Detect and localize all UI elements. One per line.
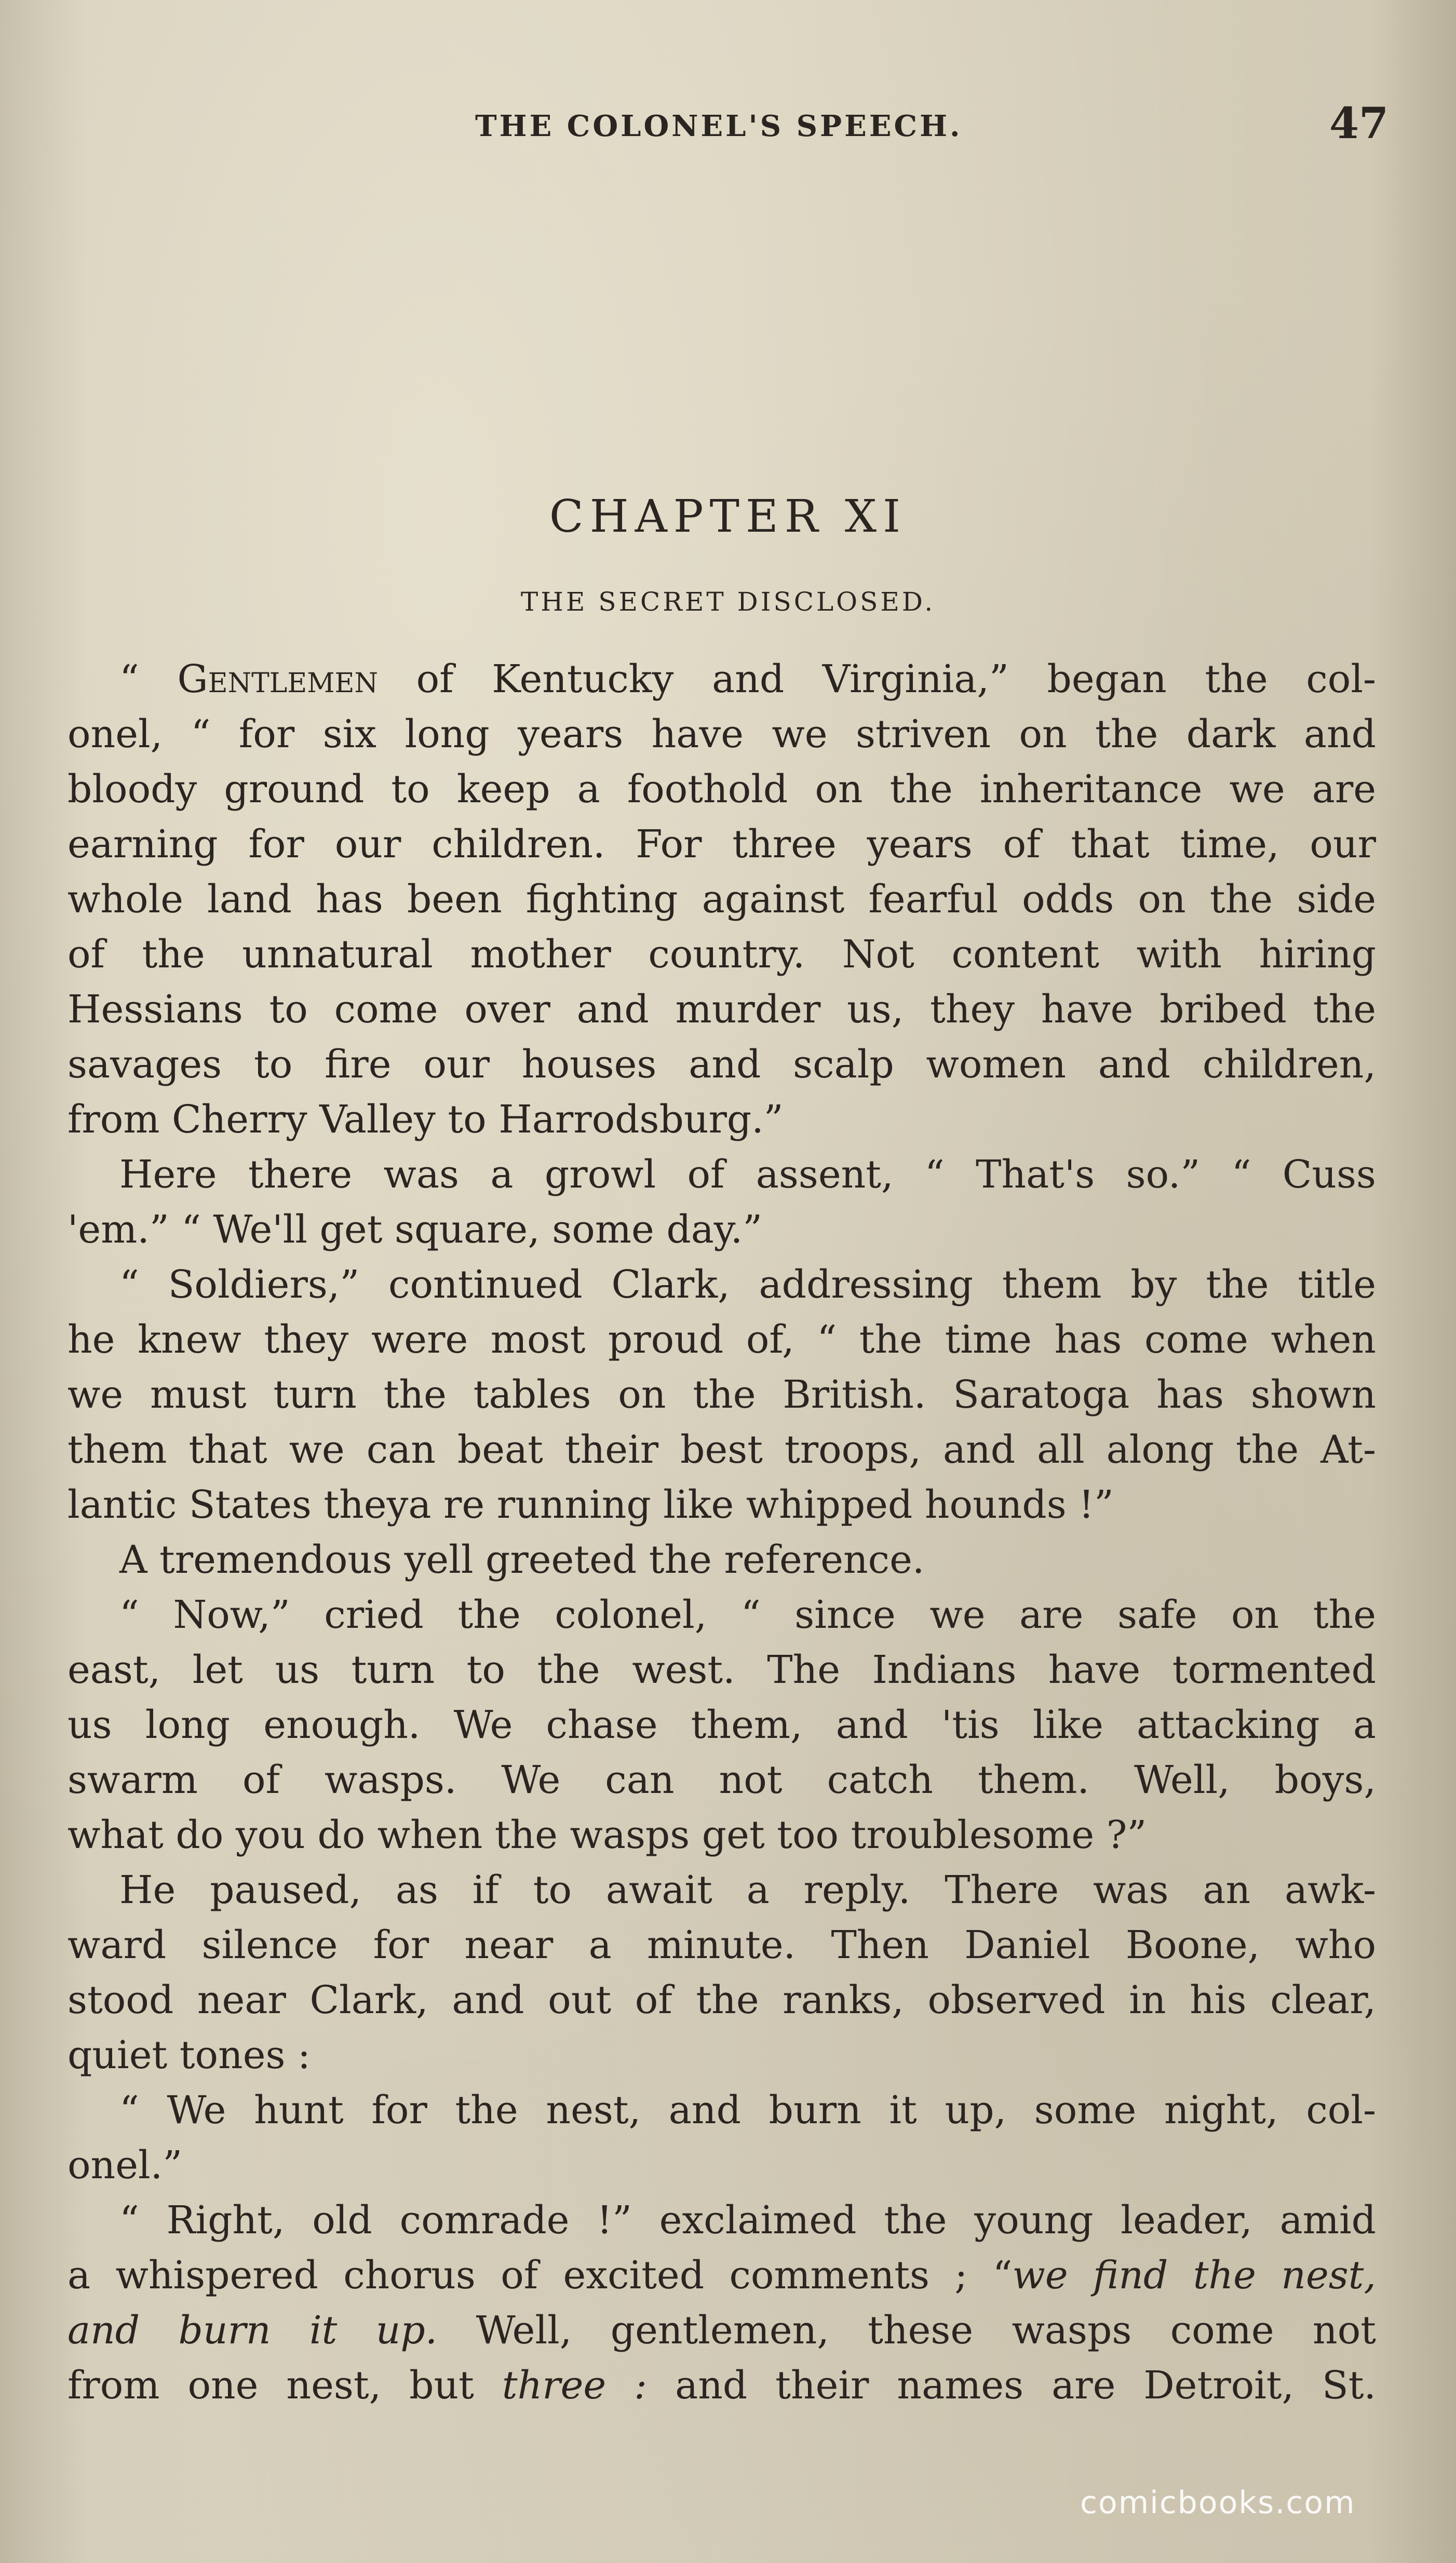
chapter-subtitle: THE SECRET DISCLOSED. <box>520 587 936 617</box>
text-line: savages to fire our houses and scalp women and children, <box>68 1042 1376 1087</box>
text-line: quiet tones : <box>68 2033 311 2078</box>
text-line: bloody ground to keep a foothold on the inheritance we are <box>68 767 1376 812</box>
running-title: THE COLONEL'S SPEECH. <box>475 109 963 143</box>
watermark: comicbooks.com <box>1080 2485 1356 2521</box>
text-line: earning for our children. For three years of that time, our <box>68 822 1376 867</box>
text-line: “ Now,” cried the colonel, “ since we are safe on the <box>119 1593 1376 1637</box>
text-line: from one nest, but three : and their names are Detroit, St. <box>68 2363 1376 2408</box>
text-line: ward silence for near a minute. Then Daniel Boone, who <box>68 1923 1376 1967</box>
text-line: swarm of wasps. We can not catch them. Well, boys, <box>68 1758 1376 1802</box>
text-line: lantic States theya re running like whipped hounds !” <box>68 1482 1114 1527</box>
text-line: onel, “ for six long years have we striven on the dark and <box>68 712 1376 757</box>
text-line: whole land has been fighting against fearful odds on the side <box>68 877 1376 922</box>
text-line: A tremendous yell greeted the reference. <box>119 1537 925 1582</box>
text-line: us long enough. We chase them, and 'tis like attacking a <box>68 1703 1376 1747</box>
text-line: Here there was a growl of assent, “ That's so.” “ Cuss <box>119 1152 1376 1197</box>
text-line: stood near Clark, and out of the ranks, observed in his clear, <box>68 1978 1376 2022</box>
text-line: he knew they were most proud of, “ the time has come when <box>68 1317 1376 1362</box>
italic-text: and burn it up. <box>68 2308 438 2353</box>
page-number: 47 <box>1329 99 1389 149</box>
text-line: what do you do when the wasps get too troublesome ?” <box>68 1813 1147 1857</box>
text-line: “ We hunt for the nest, and burn it up, some night, col- <box>119 2088 1376 2133</box>
text-line: He paused, as if to await a reply. There was an awk- <box>119 1868 1376 1912</box>
chapter-title: CHAPTER XI <box>549 491 907 543</box>
text-line: “ Gentlemen of Kentucky and Virginia,” began the col- <box>119 657 1376 702</box>
text-line: and burn it up. Well, gentlemen, these wasps come not <box>68 2308 1376 2353</box>
text-line: “ Soldiers,” continued Clark, addressing them by the title <box>119 1262 1376 1307</box>
text-line: we must turn the tables on the British. Saratoga has shown <box>68 1372 1376 1417</box>
running-head <box>0 99 1456 156</box>
text-line: from Cherry Valley to Harrodsburg.” <box>68 1097 784 1142</box>
text-line: Hessians to come over and murder us, they have bribed the <box>68 987 1376 1032</box>
small-caps-word: Gentlemen <box>177 657 378 702</box>
text-line: “ Right, old comrade !” exclaimed the young leader, amid <box>119 2198 1376 2243</box>
text-line: onel.” <box>68 2143 183 2188</box>
text-line: east, let us turn to the west. The Indians have tormented <box>68 1648 1376 1692</box>
text-line: 'em.” “ We'll get square, some day.” <box>68 1207 763 1252</box>
italic-text: three : <box>502 2363 648 2408</box>
italic-text: we find the nest, <box>1012 2253 1376 2298</box>
text-line: of the unnatural mother country. Not content with hiring <box>68 932 1376 977</box>
text-line: a whispered chorus of excited comments ; “we find the nest, <box>68 2253 1376 2298</box>
text-line: them that we can beat their best troops, and all along the At- <box>68 1427 1376 1472</box>
body-text <box>68 652 1376 2413</box>
